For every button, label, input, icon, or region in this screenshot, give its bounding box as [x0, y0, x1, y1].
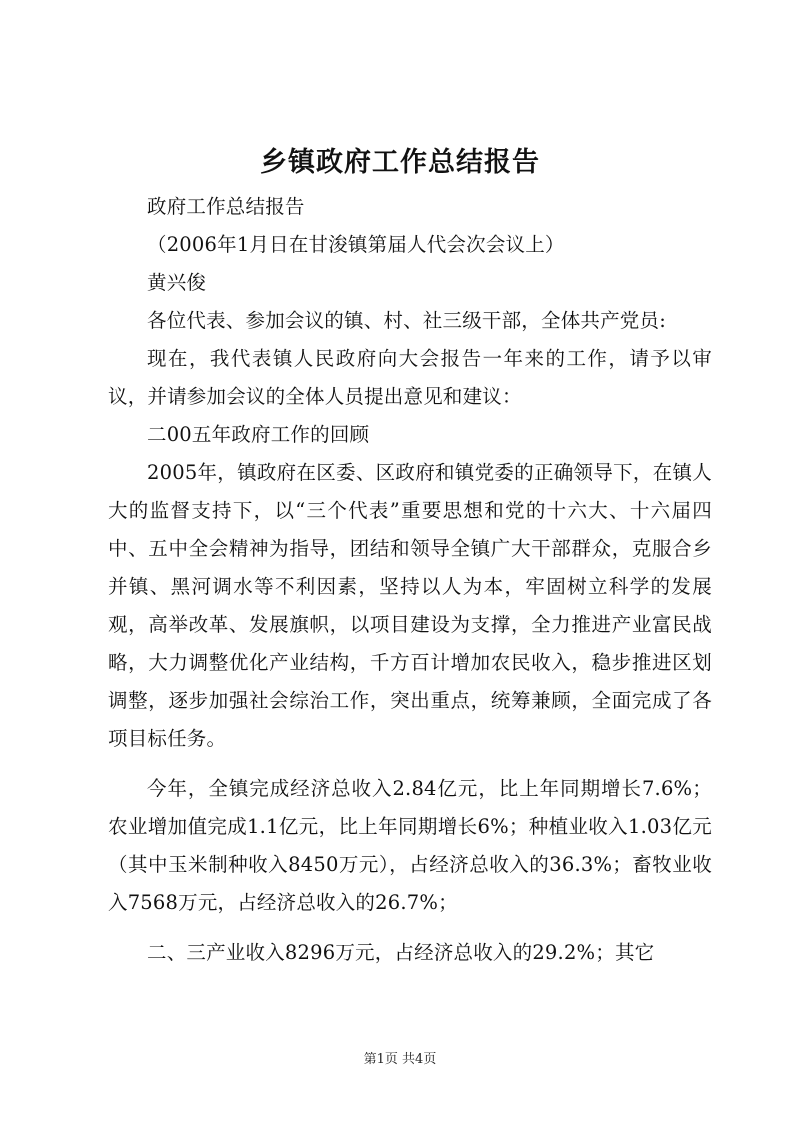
paragraph-industry: 二、三产业收入8296万元，占经济总收入的29.2%；其它: [147, 941, 655, 964]
paragraph-subtitle: 政府工作总结报告: [147, 195, 305, 218]
page-footer: 第1页 共4页: [363, 1052, 437, 1067]
paragraph-section-heading: 二00五年政府工作的回顾: [147, 423, 370, 446]
paragraph-opening: 现在，我代表镇人民政府向大会报告一年来的工作，请予以审议，并请参加会议的全体人员提出意见和建议：: [108, 347, 712, 408]
document-body: [108, 188, 712, 972]
paragraph-economy: 今年，全镇完成经济总收入2.84亿元，比上年同期增长7.6%；农业增加值完成1.1亿元，比上年同期增长6%；种植业收入1.03亿元（其中玉米制种收入8450万元），占经济总收入的36.3%；畜牧业收入7568万元，占经济总收入的26.7%；: [108, 777, 712, 914]
document-title: 乡镇政府工作总结报告: [260, 147, 540, 178]
paragraph-meeting-note: （2006年1月日在甘浚镇第届人代会次会议上）: [147, 233, 565, 256]
paragraph-author: 黄兴俊: [147, 271, 207, 294]
paragraph-salutation: 各位代表、参加会议的镇、村、社三级干部，全体共产党员:: [147, 309, 666, 332]
paragraph-review: 2005年，镇政府在区委、区政府和镇党委的正确领导下，在镇人大的监督支持下，以“三个代表”重要思想和党的十六大、十六届四中、五中全会精神为指导，团结和领导全镇广大干部群众，克服合乡并镇、黑河调水等不利因素，坚持以人为本，牢固树立科学的发展观，高举改革、发展旗帜，以项目建设为支撑，全力推进产业富民战略，大力调整优化产业结构，千方百计增加农民收入，稳步推进区划调整，逐步加强社会综治工作，突出重点，统筹兼顾，全面完成了各项目标任务。: [108, 461, 712, 750]
